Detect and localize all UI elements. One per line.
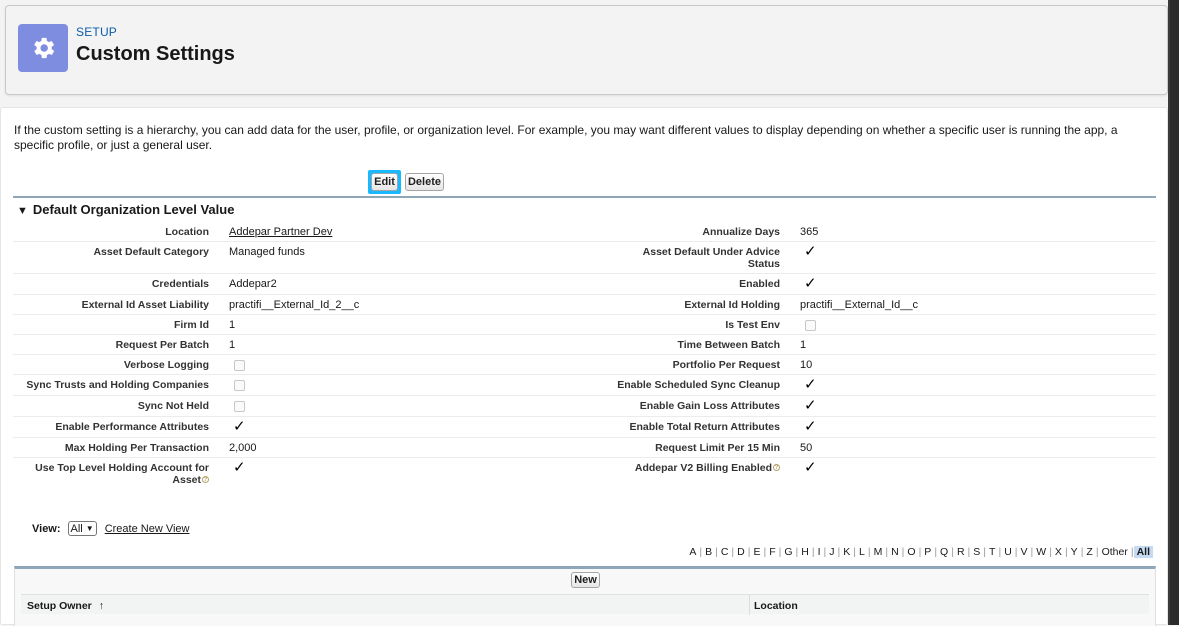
field-label-text: Sync Not Held [137, 400, 209, 412]
detail-row [13, 396, 1156, 417]
view-select[interactable] [68, 521, 97, 536]
delete-button[interactable]: Delete [405, 173, 444, 191]
detail-row [13, 274, 1156, 295]
alphabet-separator: | [918, 546, 922, 558]
view-label: View: [32, 522, 61, 535]
field-label-text: Request Limit Per 15 Min [655, 442, 780, 454]
column-setup-owner-label: Setup Owner [27, 600, 92, 612]
checkbox-checked-icon: ✓ [804, 376, 817, 393]
field-label [609, 274, 800, 295]
alphabet-separator: | [867, 546, 871, 558]
field-value [800, 274, 1156, 295]
field-value [229, 355, 609, 375]
alphabet-filter-y[interactable]: Y [1070, 546, 1078, 558]
checkbox-checked-icon: ✓ [804, 275, 817, 292]
alphabet-filter-c[interactable]: C [720, 546, 729, 558]
field-label [609, 458, 800, 490]
field-value-text: 1 [800, 339, 807, 351]
list-header-row [21, 594, 1149, 614]
field-value [229, 242, 609, 274]
field-value [800, 335, 1156, 355]
field-label-text: Enabled [739, 278, 780, 290]
field-label [13, 355, 229, 375]
field-label-text: Enable Performance Attributes [55, 421, 209, 433]
column-location[interactable]: Location [754, 600, 798, 612]
alphabet-filter-j[interactable]: J [829, 546, 835, 558]
location-link[interactable]: Addepar Partner Dev [229, 226, 333, 238]
alphabet-separator: | [934, 546, 938, 558]
alphabet-separator: | [778, 546, 782, 558]
alphabet-separator: | [1030, 546, 1034, 558]
field-label [609, 242, 800, 274]
section-header[interactable] [17, 202, 234, 217]
alphabet-separator: | [811, 546, 815, 558]
field-label-text: Time Between Batch [677, 339, 780, 351]
new-button[interactable]: New [571, 572, 600, 588]
detail-row [13, 417, 1156, 438]
detail-row [13, 375, 1156, 396]
alphabet-filter-l[interactable]: L [859, 546, 865, 558]
field-label-text: Portfolio Per Request [672, 359, 780, 371]
page-title: Custom Settings [76, 43, 235, 65]
field-label [13, 417, 229, 438]
alphabet-filter-e[interactable]: E [753, 546, 761, 558]
field-value [800, 295, 1156, 315]
field-value [800, 242, 1156, 274]
checkbox-checked-icon: ✓ [233, 418, 246, 435]
alphabet-filter-n[interactable]: N [891, 546, 899, 558]
alphabet-filter-d[interactable]: D [737, 546, 745, 558]
alphabet-separator: | [715, 546, 718, 558]
field-label-text: Verbose Logging [123, 359, 209, 371]
alphabet-separator: | [763, 546, 767, 558]
field-label [13, 274, 229, 295]
detail-row [13, 295, 1156, 315]
breadcrumb-setup: SETUP [76, 25, 118, 39]
field-value-text: 50 [800, 442, 813, 454]
field-value-text: 10 [800, 359, 813, 371]
alphabet-separator: | [998, 546, 1002, 558]
alphabet-separator: | [795, 546, 799, 558]
field-label-text: Firm Id [173, 319, 209, 331]
detail-table [13, 222, 1156, 489]
checkbox-unchecked-icon [805, 320, 816, 331]
field-label-text: Is Test Env [725, 319, 780, 331]
field-label-text: Enable Gain Loss Attributes [639, 400, 780, 412]
alphabet-filter-b[interactable]: B [705, 546, 713, 558]
alphabet-filter-z[interactable]: Z [1086, 546, 1093, 558]
field-value-text: Managed funds [229, 246, 305, 258]
alphabet-filter-o[interactable]: O [907, 546, 916, 558]
alphabet-separator: | [1064, 546, 1068, 558]
field-value [229, 458, 609, 490]
alphabet-separator: | [1095, 546, 1099, 558]
field-value [229, 335, 609, 355]
field-label [13, 335, 229, 355]
field-value [229, 438, 609, 458]
checkbox-checked-icon: ✓ [233, 459, 246, 476]
field-value-text: practifi__External_Id__c [800, 299, 919, 311]
field-label-text: Max Holding Per Transaction [64, 442, 209, 454]
column-divider [749, 595, 750, 615]
detail-row [13, 438, 1156, 458]
alphabet-filter [686, 546, 1153, 558]
alphabet-separator: | [901, 546, 905, 558]
chevron-down-icon: ▼ [85, 524, 94, 533]
alphabet-separator: | [747, 546, 751, 558]
alphabet-filter-g[interactable]: G [784, 546, 793, 558]
field-value-text: Addepar2 [229, 278, 277, 290]
section-divider [13, 196, 1156, 198]
section-title: Default Organization Level Value [32, 202, 235, 217]
help-icon[interactable]: ? [774, 465, 779, 471]
main-content [0, 107, 1168, 625]
alphabet-separator: | [983, 546, 987, 558]
alphabet-filter-r[interactable]: R [956, 546, 965, 558]
checkbox-unchecked-icon [234, 401, 245, 412]
detail-row [13, 458, 1156, 490]
column-setup-owner[interactable] [27, 600, 104, 612]
field-value [229, 417, 609, 438]
alphabet-filter-s[interactable]: S [973, 546, 981, 558]
page-header [5, 5, 1168, 95]
field-label-text: Asset Default Category [93, 246, 209, 258]
field-label-text: Enable Total Return Attributes [629, 421, 780, 433]
alphabet-separator: | [1080, 546, 1084, 558]
detail-row [13, 335, 1156, 355]
field-label [609, 438, 800, 458]
field-label [609, 335, 800, 355]
detail-row [13, 315, 1156, 335]
field-label-text: Location [165, 226, 209, 238]
alphabet-filter-x[interactable]: X [1054, 546, 1062, 558]
field-value-text: 1 [229, 319, 236, 331]
alphabet-separator: | [1014, 546, 1018, 558]
field-value [229, 222, 609, 242]
field-label [609, 222, 800, 242]
alphabet-separator: | [731, 546, 735, 558]
sort-ascending-icon: ↑ [98, 600, 104, 612]
field-value [800, 458, 1156, 490]
alphabet-filter-other[interactable]: Other [1101, 546, 1128, 558]
field-label-text: Use Top Level Holding Account for Asset [35, 462, 209, 486]
checkbox-checked-icon: ✓ [804, 397, 817, 414]
field-label [609, 355, 800, 375]
checkbox-unchecked-icon [234, 380, 245, 391]
alphabet-filter-a[interactable]: A [689, 546, 697, 558]
field-value [800, 375, 1156, 396]
help-icon[interactable]: ? [203, 477, 208, 483]
alphabet-filter-t[interactable]: T [989, 546, 996, 558]
field-value-text: 2,000 [229, 442, 257, 454]
field-label-text: External Id Asset Liability [81, 299, 209, 311]
field-value [229, 295, 609, 315]
alphabet-separator: | [853, 546, 856, 558]
field-label [13, 315, 229, 335]
detail-row [13, 242, 1156, 274]
field-value [800, 222, 1156, 242]
field-label-text: Annualize Days [702, 226, 780, 238]
field-label [13, 438, 229, 458]
alphabet-separator: | [823, 546, 827, 558]
field-label [609, 417, 800, 438]
alphabet-filter-v[interactable]: V [1020, 546, 1028, 558]
field-label [13, 222, 229, 242]
field-label-text: Credentials [151, 278, 209, 290]
intro-text: If the custom setting is a hierarchy, you can add data for the user, profile, or organization level. For example, you may want different values to display depending on whether a specific user is running the app, a specific profile, or just a general user. [14, 123, 1118, 152]
alphabet-separator: | [967, 546, 971, 558]
field-label [609, 396, 800, 417]
field-label [609, 295, 800, 315]
alphabet-filter-m[interactable]: M [873, 546, 883, 558]
field-value-text: 1 [229, 339, 236, 351]
alphabet-separator: | [951, 546, 954, 558]
field-label-text: Request Per Batch [115, 339, 209, 351]
window-frame-edge [1168, 0, 1179, 625]
field-value [229, 375, 609, 396]
field-label [13, 242, 229, 274]
field-value [229, 274, 609, 295]
field-value [229, 396, 609, 417]
checkbox-checked-icon: ✓ [804, 418, 817, 435]
create-new-view-link[interactable]: Create New View [104, 522, 190, 535]
field-label-text: Asset Default Under Advice Status [642, 246, 780, 270]
field-label-text: Addepar V2 Billing Enabled [634, 462, 772, 474]
field-label-text: Enable Scheduled Sync Cleanup [617, 379, 780, 391]
alphabet-separator: | [699, 546, 703, 558]
checkbox-checked-icon: ✓ [804, 243, 817, 260]
view-row [32, 521, 189, 536]
field-label [13, 295, 229, 315]
alphabet-separator: | [837, 546, 841, 558]
alphabet-separator: | [1049, 546, 1052, 558]
detail-row [13, 222, 1156, 242]
field-label [609, 375, 800, 396]
list-panel [14, 566, 1156, 626]
field-value [800, 355, 1156, 375]
edit-button[interactable]: Edit [371, 173, 398, 191]
alphabet-filter-f[interactable]: F [769, 546, 776, 558]
field-label [13, 375, 229, 396]
alphabet-filter-i[interactable]: I [817, 546, 821, 558]
alphabet-filter-p[interactable]: P [924, 546, 932, 558]
field-value [800, 417, 1156, 438]
detail-row [13, 355, 1156, 375]
gear-icon [18, 24, 68, 72]
collapse-triangle-icon[interactable]: ▼ [17, 205, 28, 217]
field-label [13, 396, 229, 417]
field-label [13, 458, 229, 490]
field-value-text: practifi__External_Id_2__c [229, 299, 360, 311]
alphabet-filter-h[interactable]: H [801, 546, 809, 558]
field-value [800, 315, 1156, 335]
alphabet-filter-all[interactable]: All [1134, 546, 1153, 558]
checkbox-unchecked-icon [234, 360, 245, 371]
field-label-text: External Id Holding [684, 299, 780, 311]
field-label-text: Sync Trusts and Holding Companies [26, 379, 209, 391]
checkbox-checked-icon: ✓ [804, 459, 817, 476]
alphabet-filter-k[interactable]: K [843, 546, 851, 558]
field-value [800, 438, 1156, 458]
field-value-text: 365 [800, 226, 819, 238]
alphabet-filter-w[interactable]: W [1036, 546, 1047, 558]
field-value [800, 396, 1156, 417]
alphabet-separator: | [1130, 546, 1134, 558]
alphabet-filter-q[interactable]: Q [940, 546, 949, 558]
alphabet-filter-u[interactable]: U [1004, 546, 1012, 558]
field-label [609, 315, 800, 335]
alphabet-separator: | [885, 546, 889, 558]
view-select-value: All [70, 522, 83, 535]
field-value [229, 315, 609, 335]
